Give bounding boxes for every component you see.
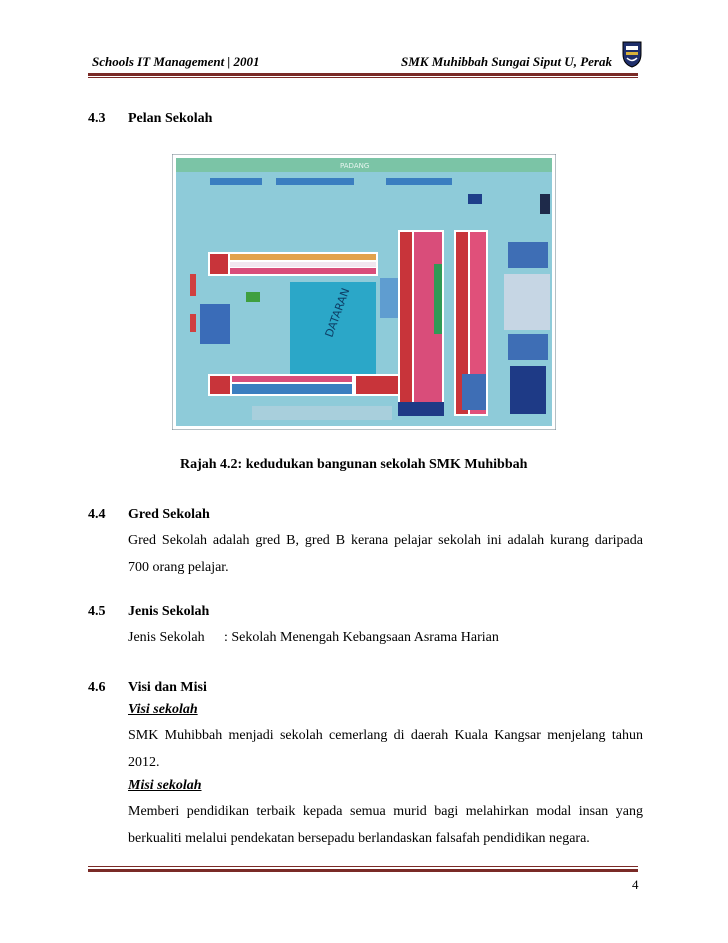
school-type-row [128, 624, 643, 651]
school-type-value: : Sekolah Menengah Kebangsaan Asrama Harian [224, 630, 499, 645]
vision-heading: Visi sekolah [128, 702, 198, 717]
section-title: Jenis Sekolah [128, 604, 210, 619]
header-left: Schools IT Management | 2001 [92, 54, 260, 69]
school-type-label: Jenis Sekolah [128, 630, 205, 645]
footer-rule-thin [88, 866, 638, 867]
page-number: 4 [632, 877, 639, 892]
section-number: 4.4 [88, 507, 106, 522]
field-label: PADANG [340, 162, 370, 170]
school-plan-image [172, 154, 556, 430]
section-number: 4.3 [88, 111, 106, 126]
school-crest-icon [621, 40, 643, 68]
figure-caption: Rajah 4.2: kedudukan bangunan sekolah SMK Muhibbah [180, 457, 528, 472]
section-title: Pelan Sekolah [128, 111, 213, 126]
paragraph-line: 700 orang pelajar. [128, 560, 229, 575]
mission-line: berkualiti melalui pendekatan bersepadu berlandaskan falsafah pendidikan negara. [128, 831, 590, 846]
section-number: 4.6 [88, 680, 106, 695]
header-rule [88, 73, 638, 76]
paragraph-line: Gred Sekolah adalah gred B, gred B kerana pelajar sekolah ini adalah kurang daripada [128, 533, 643, 548]
section-title: Visi dan Misi [128, 680, 207, 695]
section-title: Gred Sekolah [128, 507, 210, 522]
section-number: 4.5 [88, 604, 106, 619]
mission-line: Memberi pendidikan terbaik kepada semua murid bagi melahirkan modal insan yang [128, 804, 643, 819]
header-rule-thin [88, 77, 638, 78]
header-right: SMK Muhibbah Sungai Siput U, Perak [401, 54, 612, 69]
footer-rule [88, 869, 638, 872]
vision-line: 2012. [128, 755, 160, 770]
mission-heading: Misi sekolah [128, 778, 202, 793]
vision-line: SMK Muhibbah menjadi sekolah cemerlang di daerah Kuala Kangsar menjelang tahun [128, 728, 643, 743]
courtyard-label: DATARAN [322, 286, 353, 340]
